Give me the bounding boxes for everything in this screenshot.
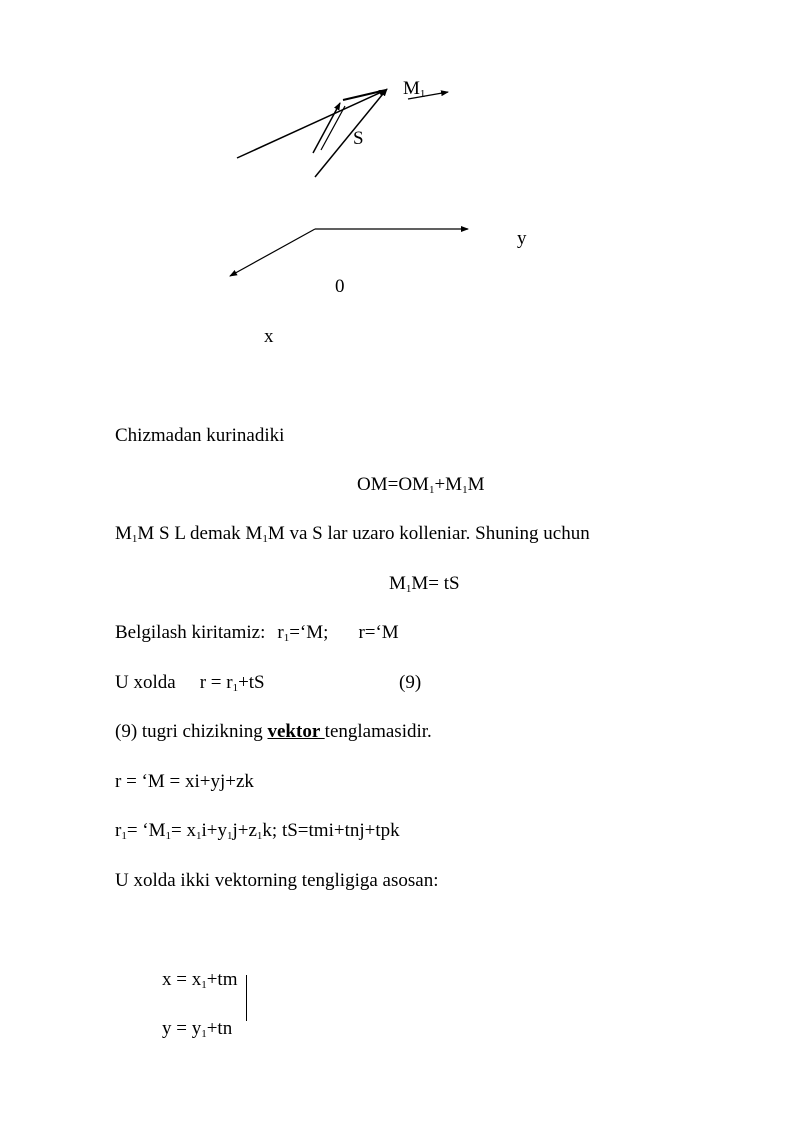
label-s: S — [353, 128, 364, 149]
equation-number: (9) — [399, 672, 422, 693]
axis-x — [230, 229, 315, 276]
system-bracket — [246, 975, 247, 1021]
vector-diagram — [0, 0, 800, 360]
label-m1: $M_1$ — [403, 78, 426, 100]
vector-s — [315, 89, 387, 177]
vector-s-inner — [313, 103, 340, 153]
label-x: x — [264, 326, 274, 347]
text-collinear: $M_1M$ S L demak $M_1M$ va S lar uzaro kolleniar. Shuning uchun — [115, 523, 590, 545]
vector-om1 — [237, 90, 386, 158]
text-vector-equation: U xolda $r = r_1+tS$ — [115, 672, 265, 694]
text-equality: U xolda ikki vektorning tengligiga asosan: — [115, 870, 439, 891]
label-y: y — [517, 228, 527, 249]
label-origin: 0 — [335, 276, 345, 297]
text-notation: Belgilash kiritamiz: $r_1=‘M$; r=‘M — [115, 622, 399, 644]
system-eq-x: $x = x_1+tm$ — [162, 969, 238, 991]
vector-s-inner2 — [321, 106, 345, 150]
text-intro: Chizmadan kurinadiki — [115, 425, 285, 446]
equation-om: $OM=OM_1+M_1M$ — [357, 474, 485, 496]
text-r1-expansion: $r_1=$ ‘$M_1= x_1i+y_1j+z_1k$; tS=tmi+tnj+tpk — [115, 820, 400, 842]
system-eq-y: $y = y_1+tn$ — [162, 1018, 233, 1040]
text-r-expansion: r = ‘M = xi+yj+zk — [115, 771, 254, 792]
text-vector-line: (9) tugri chizikning vektor tenglamasidir. — [115, 721, 432, 742]
equation-m1m: $M_1M=$ tS — [389, 573, 460, 595]
